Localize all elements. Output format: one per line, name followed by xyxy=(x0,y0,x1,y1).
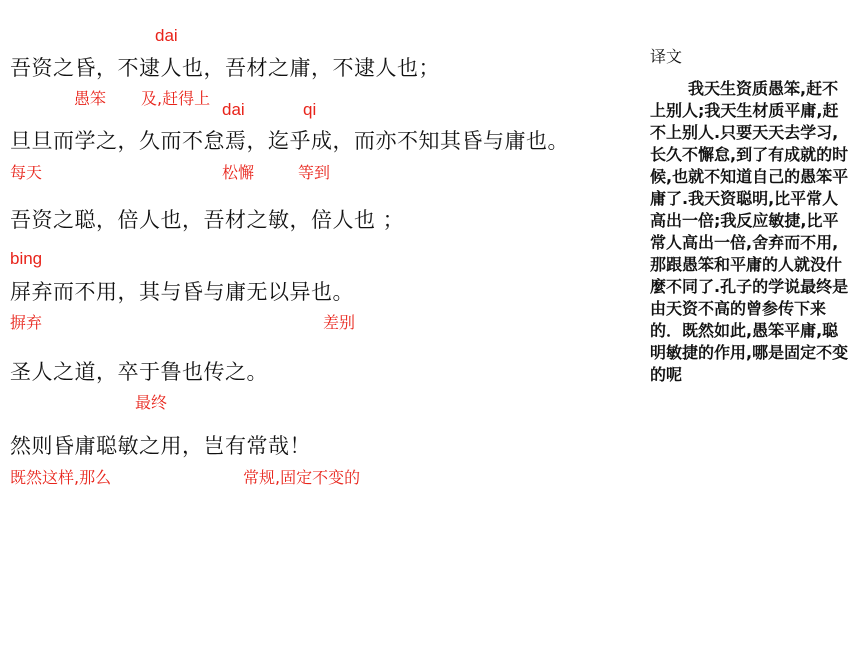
translation-title: 译文 xyxy=(650,47,683,66)
pinyin-dai-1: dai xyxy=(155,26,178,45)
note-bingqi: 摒弃 xyxy=(10,313,43,332)
note-meitian: 每天 xyxy=(10,163,43,182)
passage-line-5: 圣人之道，卒于鲁也传之。 xyxy=(10,360,268,384)
pinyin-dai-2: dai xyxy=(222,100,245,119)
passage-line-1: 吾资之昏，不逮人也，吾材之庸，不逮人也； xyxy=(10,56,440,80)
note-chabie: 差别 xyxy=(323,313,356,332)
note-zuizhong: 最终 xyxy=(135,393,168,412)
note-changgui: 常规,固定不变的 xyxy=(243,468,361,487)
note-songxie: 松懈 xyxy=(222,163,255,182)
translation-body: 我天生资质愚笨,赶不上别人;我天生材质平庸,赶不上别人.只要天天去学习,长久不懈怠,到了有成就的时候,也就不知道自己的愚笨平庸了.我天资聪明,比平常人高出一倍;我反应敏捷,比平常人高出一倍,舍弃而不用,那跟愚笨和平庸的人就没什麼不同了.孔子的学说最终是由天资不高的曾参传下来的．既然如此,愚笨平庸,聪明敏捷的作用,哪是固定不变的呢 xyxy=(650,79,849,384)
note-yuben: 愚笨 xyxy=(74,89,107,108)
note-dengdao: 等到 xyxy=(298,163,331,182)
passage-line-4: 屏弃而不用，其与昏与庸无以异也。 xyxy=(10,280,354,304)
passage-line-3: 吾资之聪，倍人也，吾材之敏，倍人也 ； xyxy=(10,208,405,232)
passage-line-2: 旦旦而学之，久而不怠焉，迄乎成，而亦不知其昏与庸也。 xyxy=(10,129,569,153)
pinyin-qi: qi xyxy=(303,100,317,119)
note-ji: 及,赶得上 xyxy=(141,89,211,108)
pinyin-bing: bing xyxy=(10,249,43,268)
note-jiranzheyang: 既然这样,那么 xyxy=(10,468,112,487)
passage-line-6: 然则昏庸聪敏之用，岂有常哉！ xyxy=(10,434,311,458)
